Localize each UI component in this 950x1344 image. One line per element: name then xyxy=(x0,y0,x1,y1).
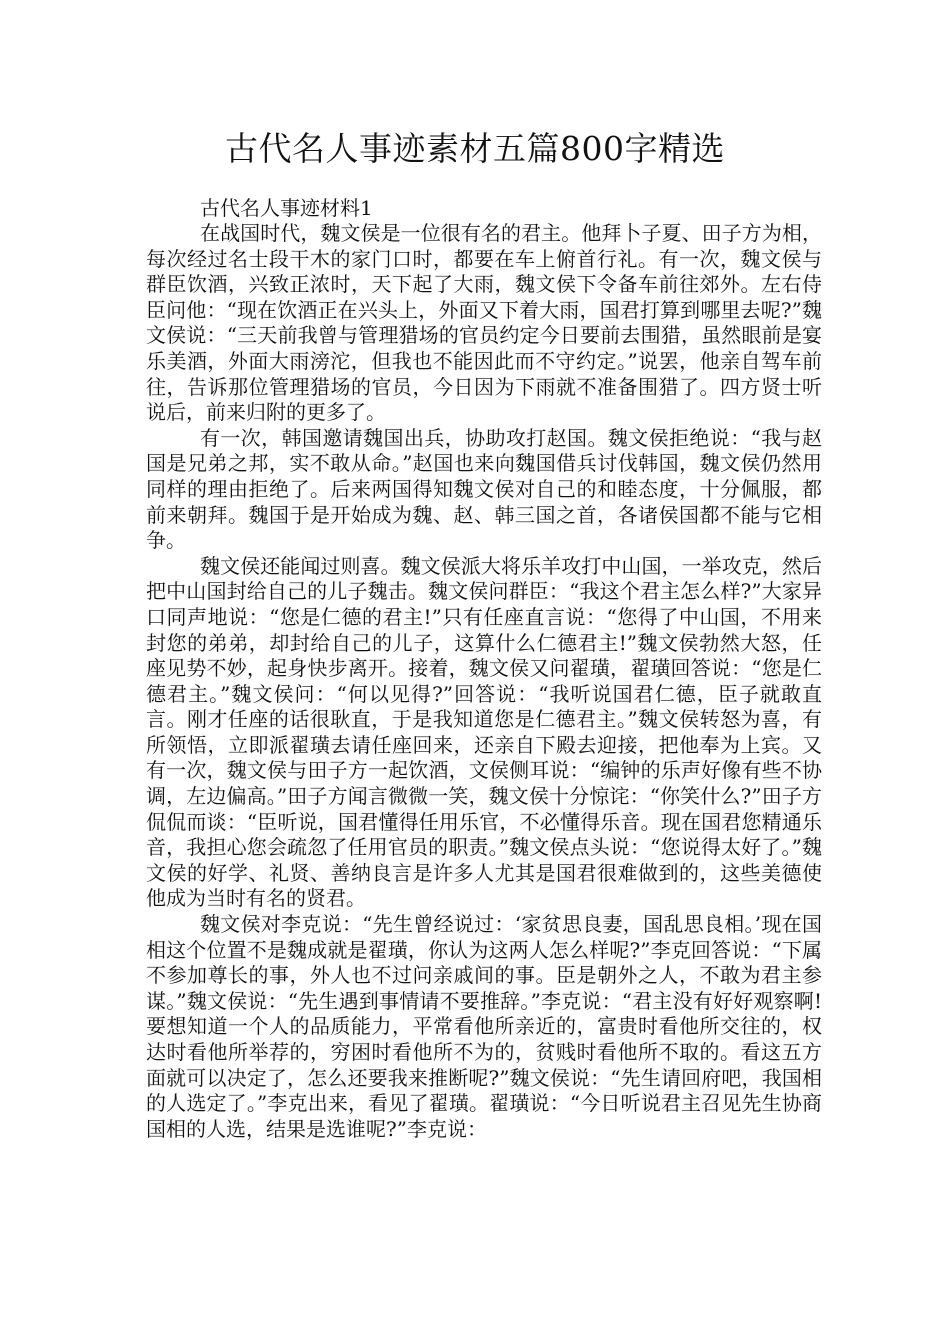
section-heading: 古代名人事迹材料1 xyxy=(200,196,373,220)
paragraph-3: 魏文侯还能闻过则喜。魏文侯派大将乐羊攻打中山国，一举攻克，然后把中山国封给自己的儿子魏击。魏文侯问群臣：“我这个君主怎么样?”大家异口同声地说：“您是仁德的君主!”只有任座直言说：“您得了中山国，不用来封您的弟弟，却封给自己的儿子，这算什么仁德君主!”魏文侯勃然大怒，任座见势不妙，起身快步离开。接着，魏文侯又问翟璜，翟璜回答说：“您是仁德君主。”魏文侯问：“何以见得?”回答说：“我听说国君仁德，臣子就敢直言。刚才任座的话很耿直，于是我知道您是仁德君主。”魏文侯转怒为喜，有所领悟，立即派翟璜去请任座回来，还亲自下殿去迎接，把他奉为上宾。又有一次，魏文侯与田子方一起饮酒，文侯侧耳说：“编钟的乐声好像有些不协调，左边偏高。”田子方闻言微微一笑，魏文侯十分惊诧：“你笑什么?”田子方侃侃而谈：“臣听说，国君懂得任用乐官，不必懂得乐音。现在国君您精通乐音，我担心您会疏忽了任用官员的职责。”魏文侯点头说：“您说得太好了。”魏文侯的好学、礼贤、善纳良言是许多人尤其是国君很难做到的，这些美德使他成为当时有名的贤君。 xyxy=(146,553,822,911)
paragraph-4: 魏文侯对李克说：“先生曾经说过：‘家贫思良妻，国乱思良相。’现在国相这个位置不是魏成就是翟璜，你认为这两人怎么样呢?”李克回答说：“下属不参加尊长的事，外人也不过问亲戚间的事。臣是朝外之人，不敢为君主参谋。”魏文侯说：“先生遇到事情请不要推辞。”李克说：“君主没有好好观察啊!要想知道一个人的品质能力，平常看他所亲近的，富贵时看他所交往的，权达时看他所举荐的，穷困时看他所不为的，贫贱时看他所不取的。看这五方面就可以决定了，怎么还要我来推断呢?”魏文侯说：“先生请回府吧，我国相的人选定了。”李克出来，看见了翟璜。翟璜说：“今日听说君主召见先生协商国相的人选，结果是选谁呢?”李克说： xyxy=(146,912,822,1141)
paragraph-2: 有一次，韩国邀请魏国出兵，协助攻打赵国。魏文侯拒绝说：“我与赵国是兄弟之邦，实不敢从命。”赵国也来向魏国借兵讨伐韩国，魏文侯仍然用同样的理由拒绝了。后来两国得知魏文侯对自己的和睦态度，十分佩服，都前来朝拜。魏国于是开始成为魏、赵、韩三国之首，各诸侯国都不能与它相争。 xyxy=(146,425,822,553)
paragraph-1: 在战国时代，魏文侯是一位很有名的君主。他拜卜子夏、田子方为相，每次经过名士段干木的家门口时，都要在车上俯首行礼。有一次，魏文侯与群臣饮酒，兴致正浓时，天下起了大雨，魏文侯下令备车前往郊外。左右侍臣问他：“现在饮酒正在兴头上，外面又下着大雨，国君打算到哪里去呢?”魏文侯说：“三天前我曾与管理猎场的官员约定今日要前去围猎，虽然眼前是宴乐美酒，外面大雨滂沱，但我也不能因此而不守约定。”说罢，他亲自驾车前往，告诉那位管理猎场的官员，今日因为下雨就不准备围猎了。四方贤士听说后，前来归附的更多了。 xyxy=(146,221,822,425)
document-title: 古代名人事迹素材五篇800字精选 xyxy=(225,129,725,168)
document-body xyxy=(146,196,822,1142)
